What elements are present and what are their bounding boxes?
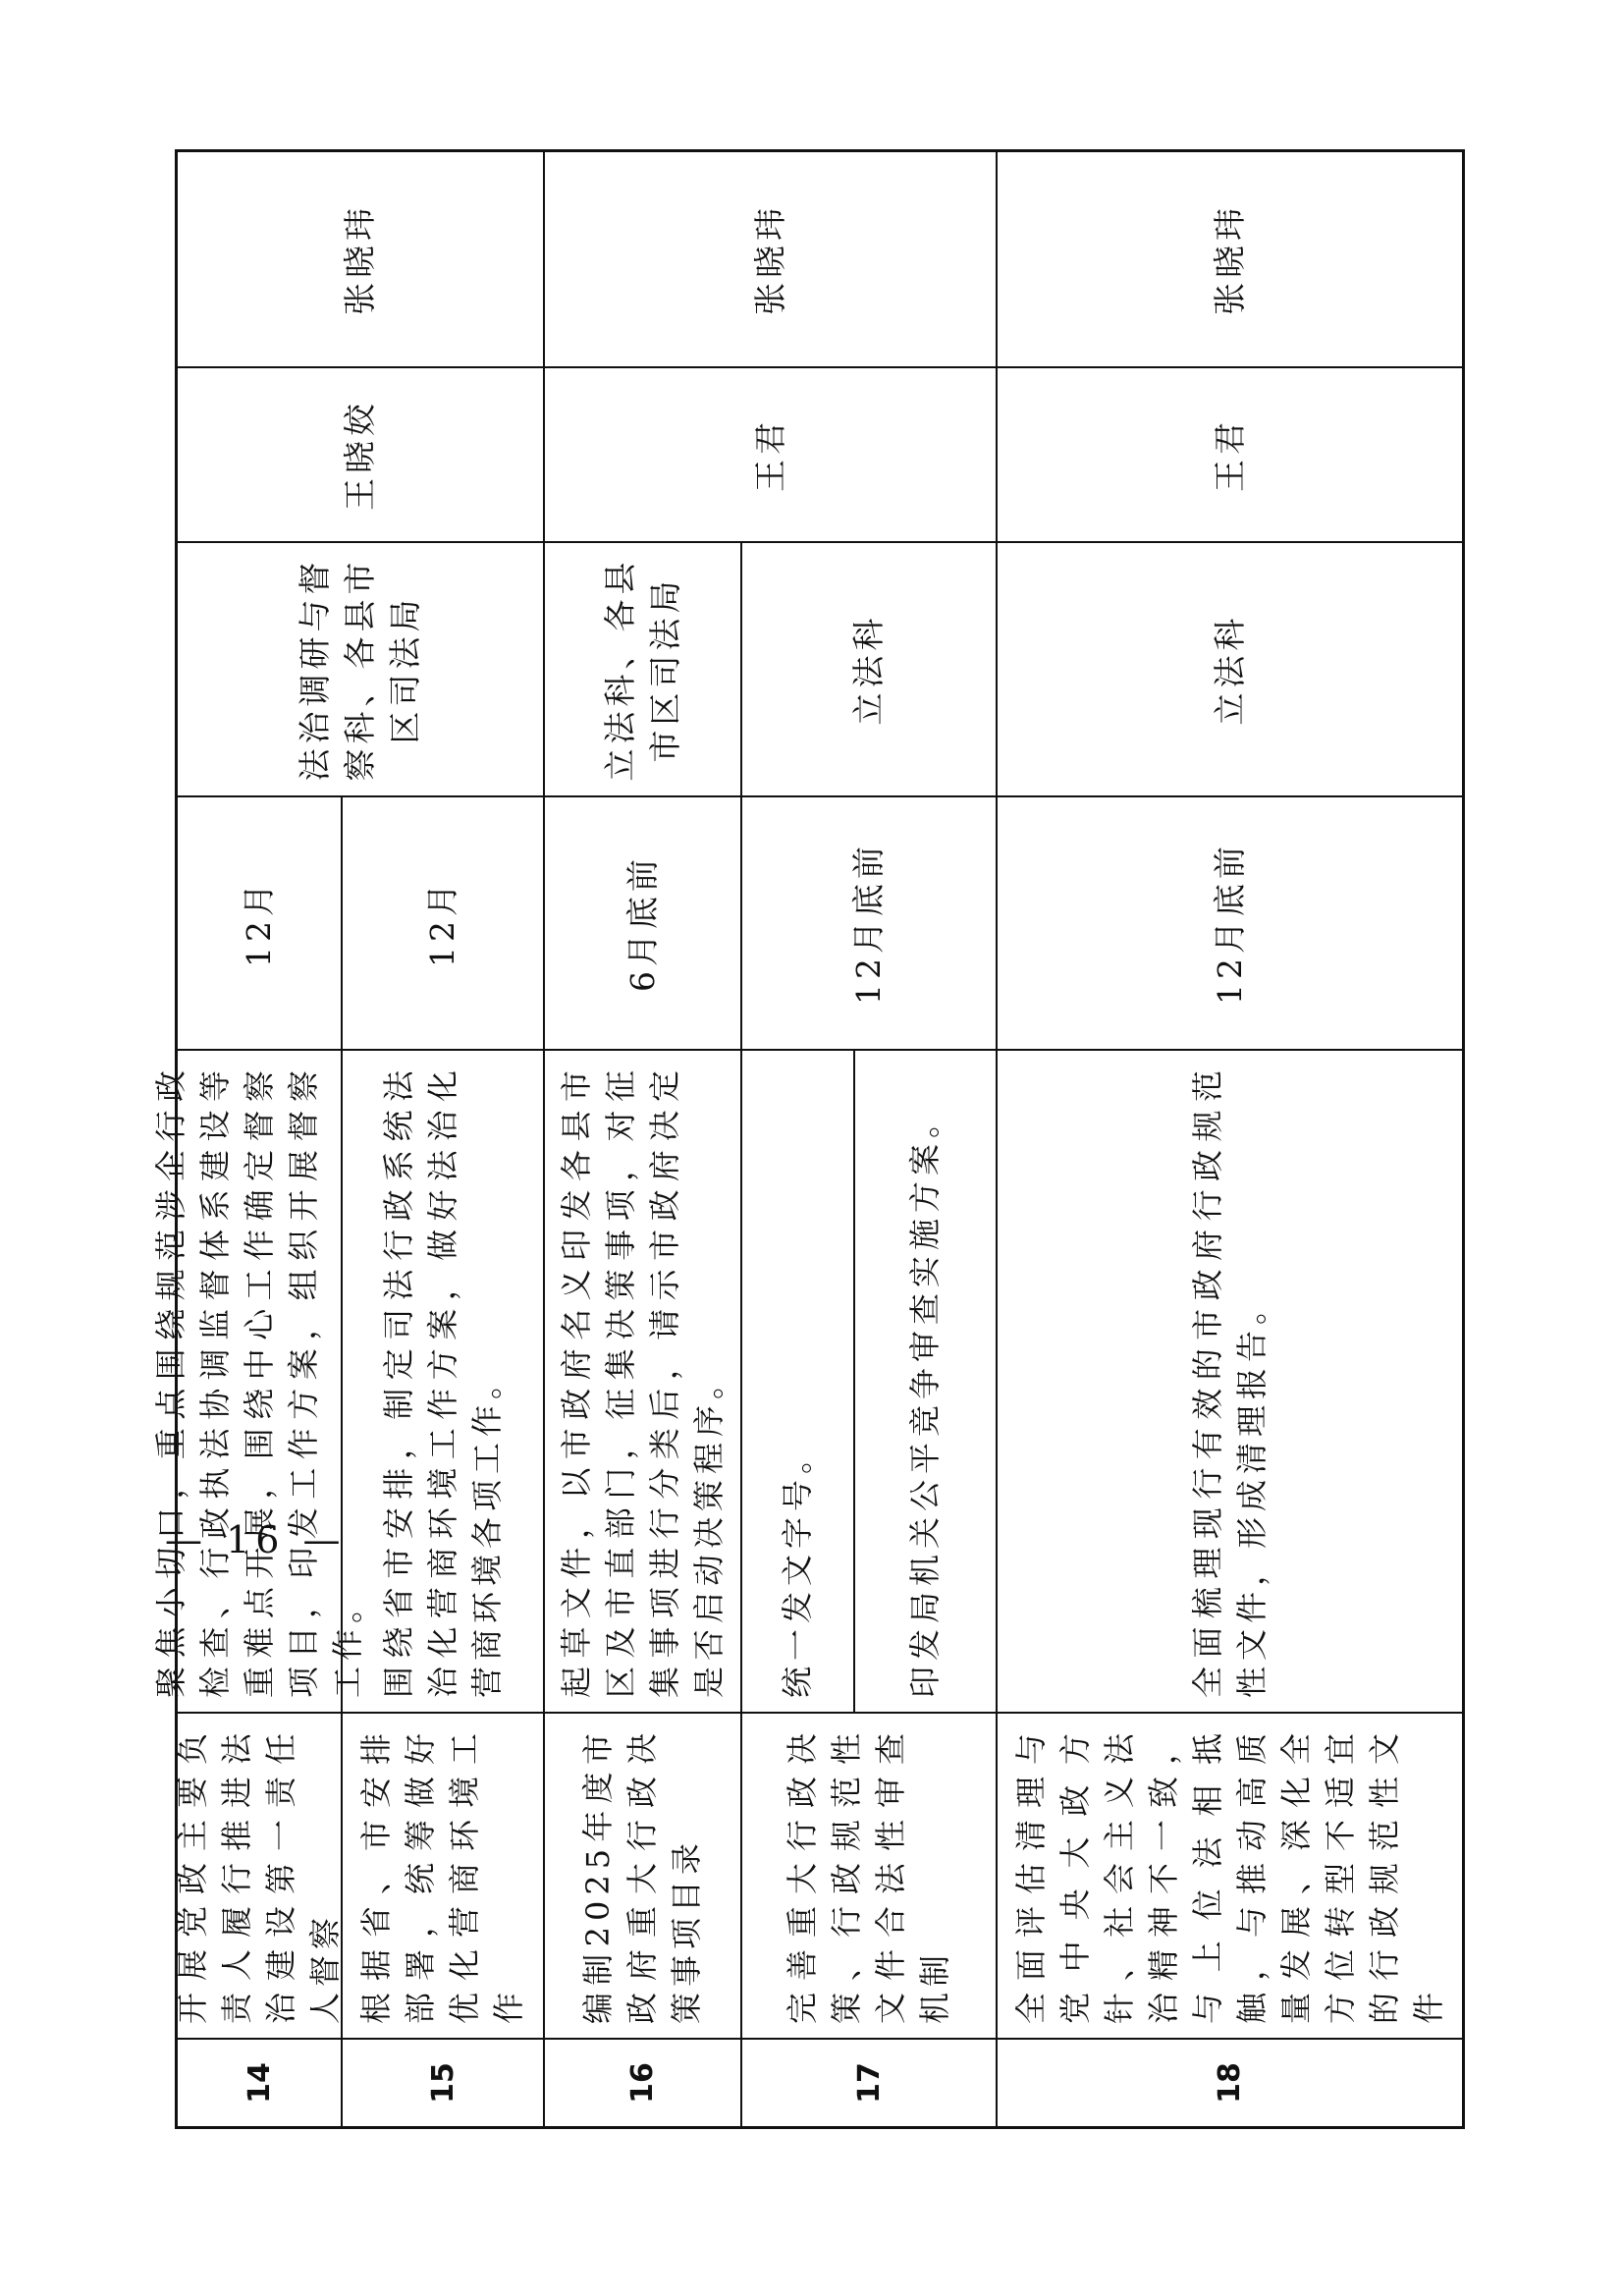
row-17-time: 12月底前 (742, 795, 998, 1049)
row-14-task: 开展党政主要负责人履行推进法治建设第一责任人督察 (178, 1712, 343, 2038)
row-16-17-supervisor: 张晓玮 (545, 152, 998, 366)
page-number: — 16 — (165, 1518, 347, 1561)
row-18-dept: 立法科 (998, 541, 1462, 795)
row-17-measure-a: 统一发文字号。 (742, 1049, 855, 1712)
row-14-measure: 聚焦小切口，重点围绕规范涉企行政检查、行政执法协调监督体系建设等重难点开展，围绕中心工作确定督察项目，印发工作方案，组织开展督察工作。 (178, 1049, 343, 1712)
row-18-measure: 全面梳理现行有效的市政府行政规范性文件，形成清理报告。 (998, 1049, 1462, 1712)
row-16-17-leader: 王君 (545, 366, 998, 541)
row-17-measure-b: 印发局机关公平竞争审查实施方案。 (855, 1049, 998, 1712)
row-17-task: 完善重大行政决策、行政规范性文件合法性审查机制 (742, 1712, 998, 2038)
row-14-number: 14 (178, 2038, 343, 2126)
row-16-task: 编制2025年度市政府重大行政决策事项目录 (545, 1712, 742, 2038)
row-18-number: 18 (998, 2038, 1462, 2126)
row-18-supervisor: 张晓玮 (1210, 203, 1249, 315)
row-17-dept: 立法科 (742, 541, 998, 795)
row-14-15-leader: 王晓姣 (178, 366, 545, 541)
row-14-15-supervisor: 张晓玮 (178, 152, 545, 366)
row-15-time: 12月 (343, 795, 545, 1049)
row-16-measure: 起草文件，以市政府名义印发各县市区及市直部门，征集决策事项，对征集事项进行分类后，请示市政府决定是否启动决策程序。 (545, 1049, 742, 1712)
work-plan-table (151, 149, 1465, 2129)
row-16-time: 6月底前 (545, 795, 742, 1049)
row-16-dept: 立法科、各县市区司法局 (545, 541, 742, 795)
row-17-number: 17 (742, 2038, 998, 2126)
row-16-number: 16 (545, 2038, 742, 2126)
row-15-task: 根据省、市安排部署，统筹做好优化营商环境工作 (343, 1712, 545, 2038)
row-18-task: 全面评估清理与党中央大政方针、社会主义法治精神不一致，与上位法相抵触，与推动高质量发展、深化全方位转型不适宜的行政规范性文件 (998, 1712, 1462, 2038)
row-14-time: 12月 (178, 795, 343, 1049)
row-18-time: 12月底前 (998, 795, 1462, 1049)
row-15-measure: 围绕省市安排，制定司法行政系统法治化营商环境工作方案，做好法治化营商环境各项工作。 (343, 1049, 545, 1712)
row-15-number: 15 (343, 2038, 545, 2126)
row-18-leader: 王君 (998, 366, 1462, 541)
row-14-15-dept: 法治调研与督察科、各县市区司法局 (178, 541, 545, 795)
